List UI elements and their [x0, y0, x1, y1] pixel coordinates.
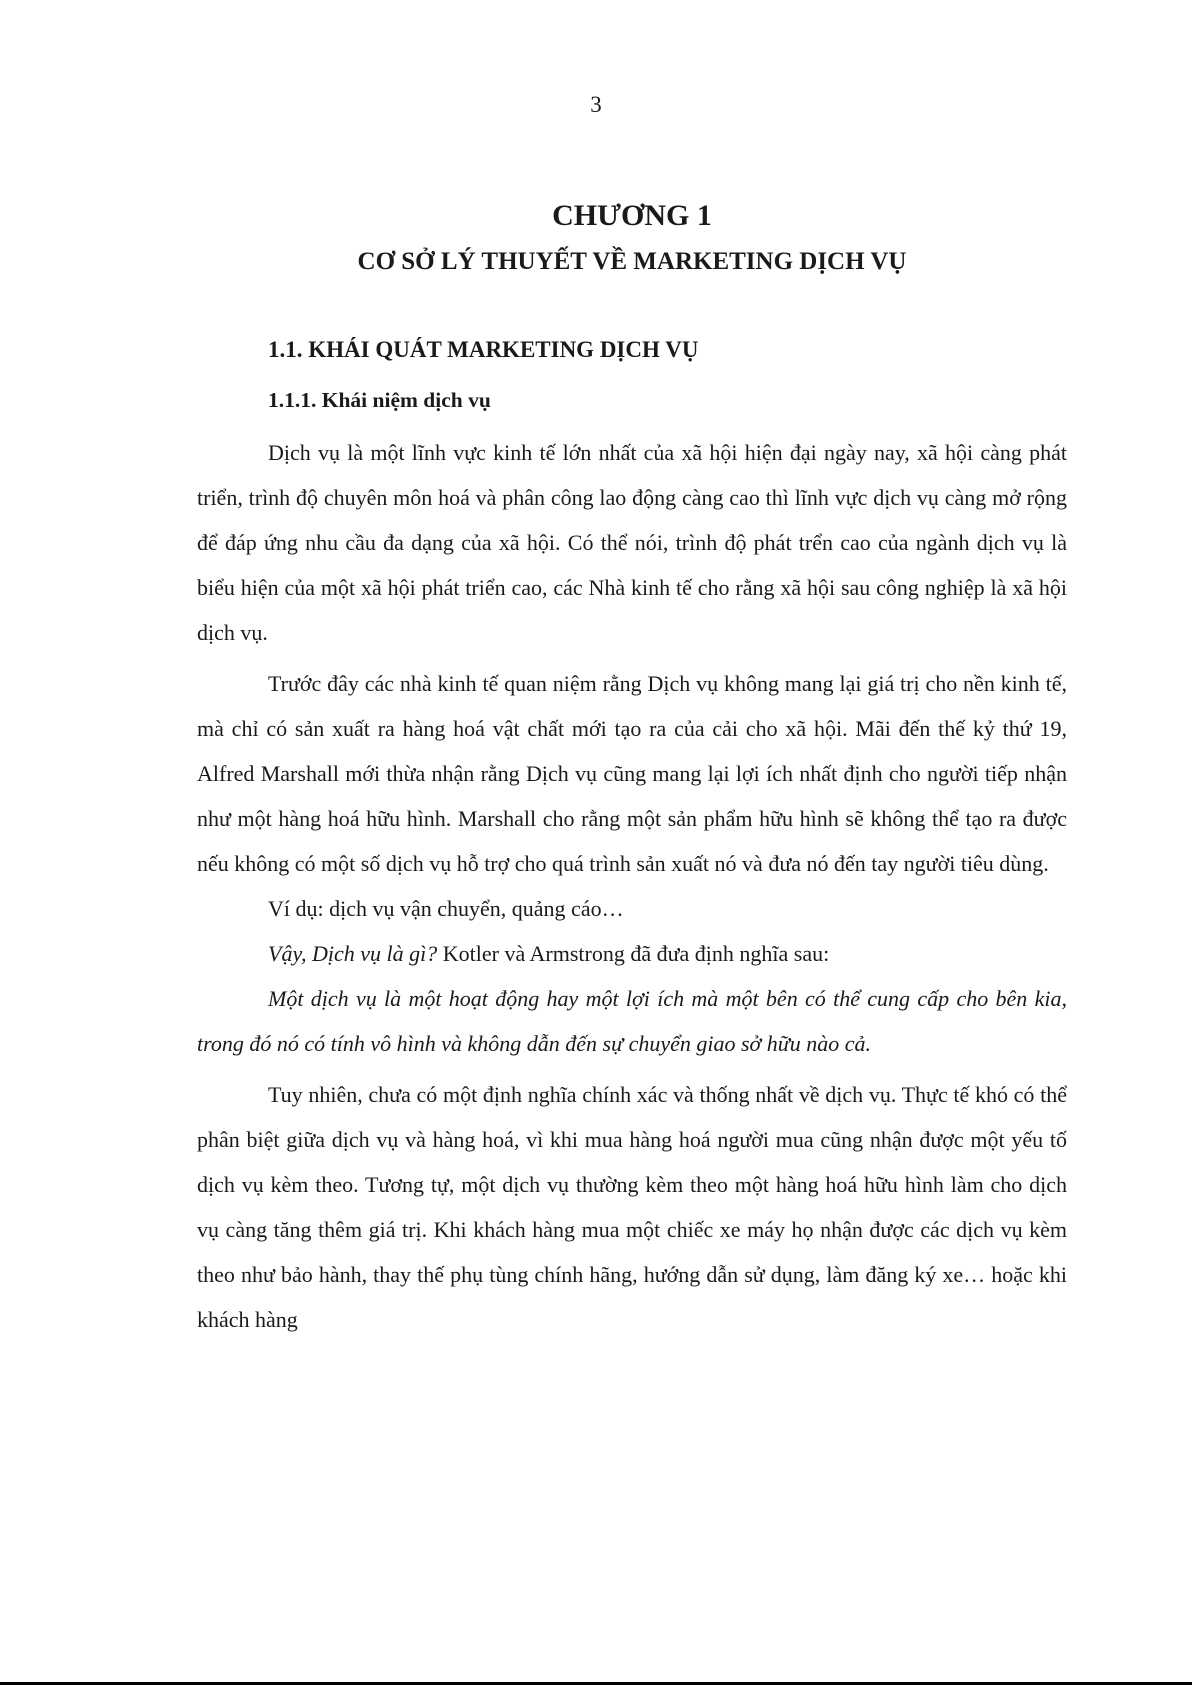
paragraph-definition-intro — [197, 931, 1067, 976]
page-number: 3 — [590, 92, 602, 117]
subsection-heading: 1.1.1. Khái niệm dịch vụ — [268, 388, 491, 412]
paragraph-goods-services: Tuy nhiên, chưa có một định nghĩa chính xác và thống nhất về dịch vụ. Thực tế khó có thể phân biệt giữa dịch vụ và hàng hoá, vì khi mua hàng hoá người mua cũng nhận được một yếu tố dịch vụ kèm theo. Tương tự, một dịch vụ thường kèm theo một hàng hoá hữu hình làm cho dịch vụ càng tăng thêm giá trị. Khi khách hàng mua một chiếc xe máy họ nhận được các dịch vụ kèm theo như bảo hành, thay thế phụ tùng chính hãng, hướng dẫn sử dụng, làm đăng ký xe… hoặc khi khách hàng — [197, 1082, 1067, 1332]
chapter-title: CHƯƠNG 1 — [552, 199, 712, 232]
section-heading: 1.1. KHÁI QUÁT MARKETING DỊCH VỤ — [268, 337, 699, 362]
paragraph-definition-quote: Một dịch vụ là một hoạt động hay một lợi ích mà một bên có thể cung cấp cho bên kia, trong đó nó có tính vô hình và không dẫn đến sự chuyển giao sở hữu nào cả. — [197, 986, 1067, 1056]
paragraph-service-economy: Dịch vụ là một lĩnh vực kinh tế lớn nhất của xã hội hiện đại ngày nay, xã hội càng phát triển, trình độ chuyên môn hoá và phân công lao động càng cao thì lĩnh vực dịch vụ càng mở rộng để đáp ứng nhu cầu đa dạng của xã hội. Có thể nói, trình độ phát trển cao của ngành dịch vụ là biểu hiện của một xã hội phát triển cao, các Nhà kinh tế cho rằng xã hội sau công nghiệp là xã hội dịch vụ. — [197, 440, 1067, 645]
definition-intro-text: Kotler và Armstrong đã đưa định nghĩa sau: — [437, 941, 830, 966]
chapter-subtitle: CƠ SỞ LÝ THUYẾT VỀ MARKETING DỊCH VỤ — [357, 248, 907, 275]
paragraph-example: Ví dụ: dịch vụ vận chuyển, quảng cáo… — [268, 896, 624, 921]
body-text — [197, 430, 1067, 1342]
paragraph-marshall: Trước đây các nhà kinh tế quan niệm rằng Dịch vụ không mang lại giá trị cho nền kinh tế, mà chỉ có sản xuất ra hàng hoá vật chất mới tạo ra của cải cho xã hội. Mãi đến thế kỷ thứ 19, Alfred Marshall mới thừa nhận rằng Dịch vụ cũng mang lại lợi ích nhất định cho người tiếp nhận như một hàng hoá hữu hình. Marshall cho rằng một sản phẩm hữu hình sẽ không thể tạo ra được nếu không có một số dịch vụ hỗ trợ cho quá trình sản xuất nó và đưa nó đến tay người tiêu dùng. — [197, 671, 1067, 876]
definition-question: Vậy, Dịch vụ là gì? — [268, 941, 438, 966]
